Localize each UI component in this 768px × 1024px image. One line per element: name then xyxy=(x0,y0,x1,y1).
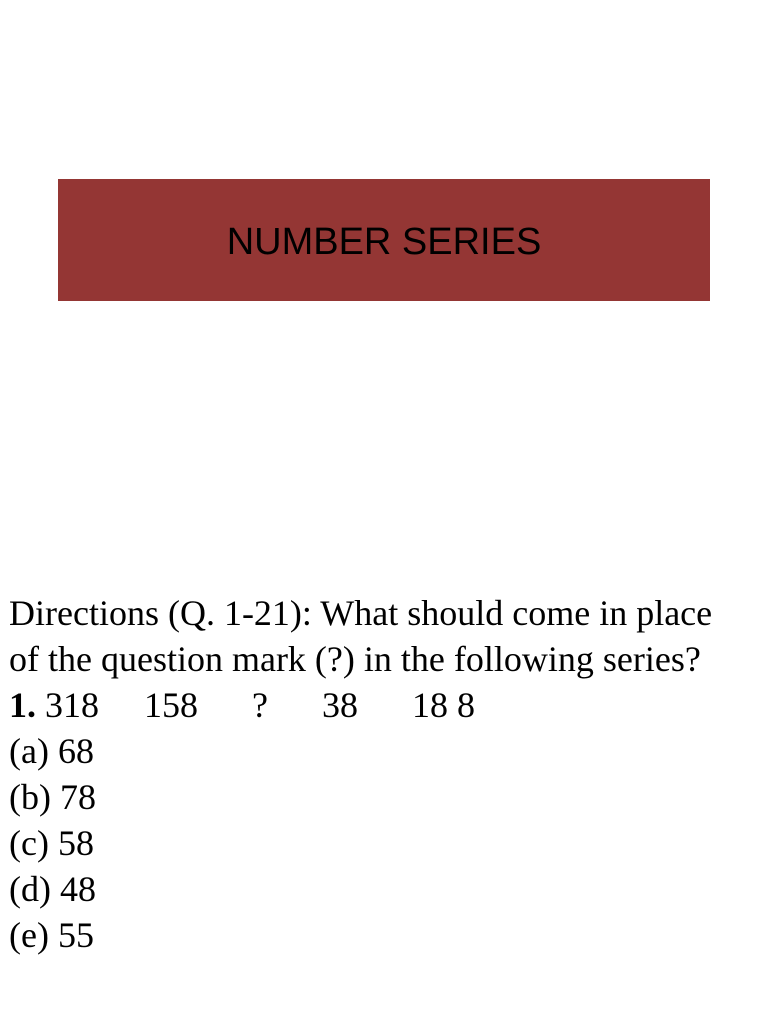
directions-text: Directions (Q. 1-21): What should come in place of the question mark (?) in the following series? xyxy=(9,593,713,679)
answer-options xyxy=(9,728,749,958)
option-b[interactable]: (b) 78 xyxy=(9,777,96,817)
question-block xyxy=(9,590,749,958)
series-term: 18 8 xyxy=(411,685,475,725)
option-e[interactable]: (e) 55 xyxy=(9,915,94,955)
series-term: 318 xyxy=(45,685,99,725)
option-d[interactable]: (d) 48 xyxy=(9,869,96,909)
page-title: NUMBER SERIES xyxy=(226,220,542,263)
question-number: 1. xyxy=(9,685,36,725)
title-banner xyxy=(58,179,710,301)
series-term: 38 xyxy=(321,685,358,725)
option-c[interactable]: (c) 58 xyxy=(9,823,94,863)
question-1 xyxy=(9,682,749,728)
option-a[interactable]: (a) 68 xyxy=(9,731,94,771)
series-term: ? xyxy=(252,685,268,725)
series-term: 158 xyxy=(144,685,198,725)
